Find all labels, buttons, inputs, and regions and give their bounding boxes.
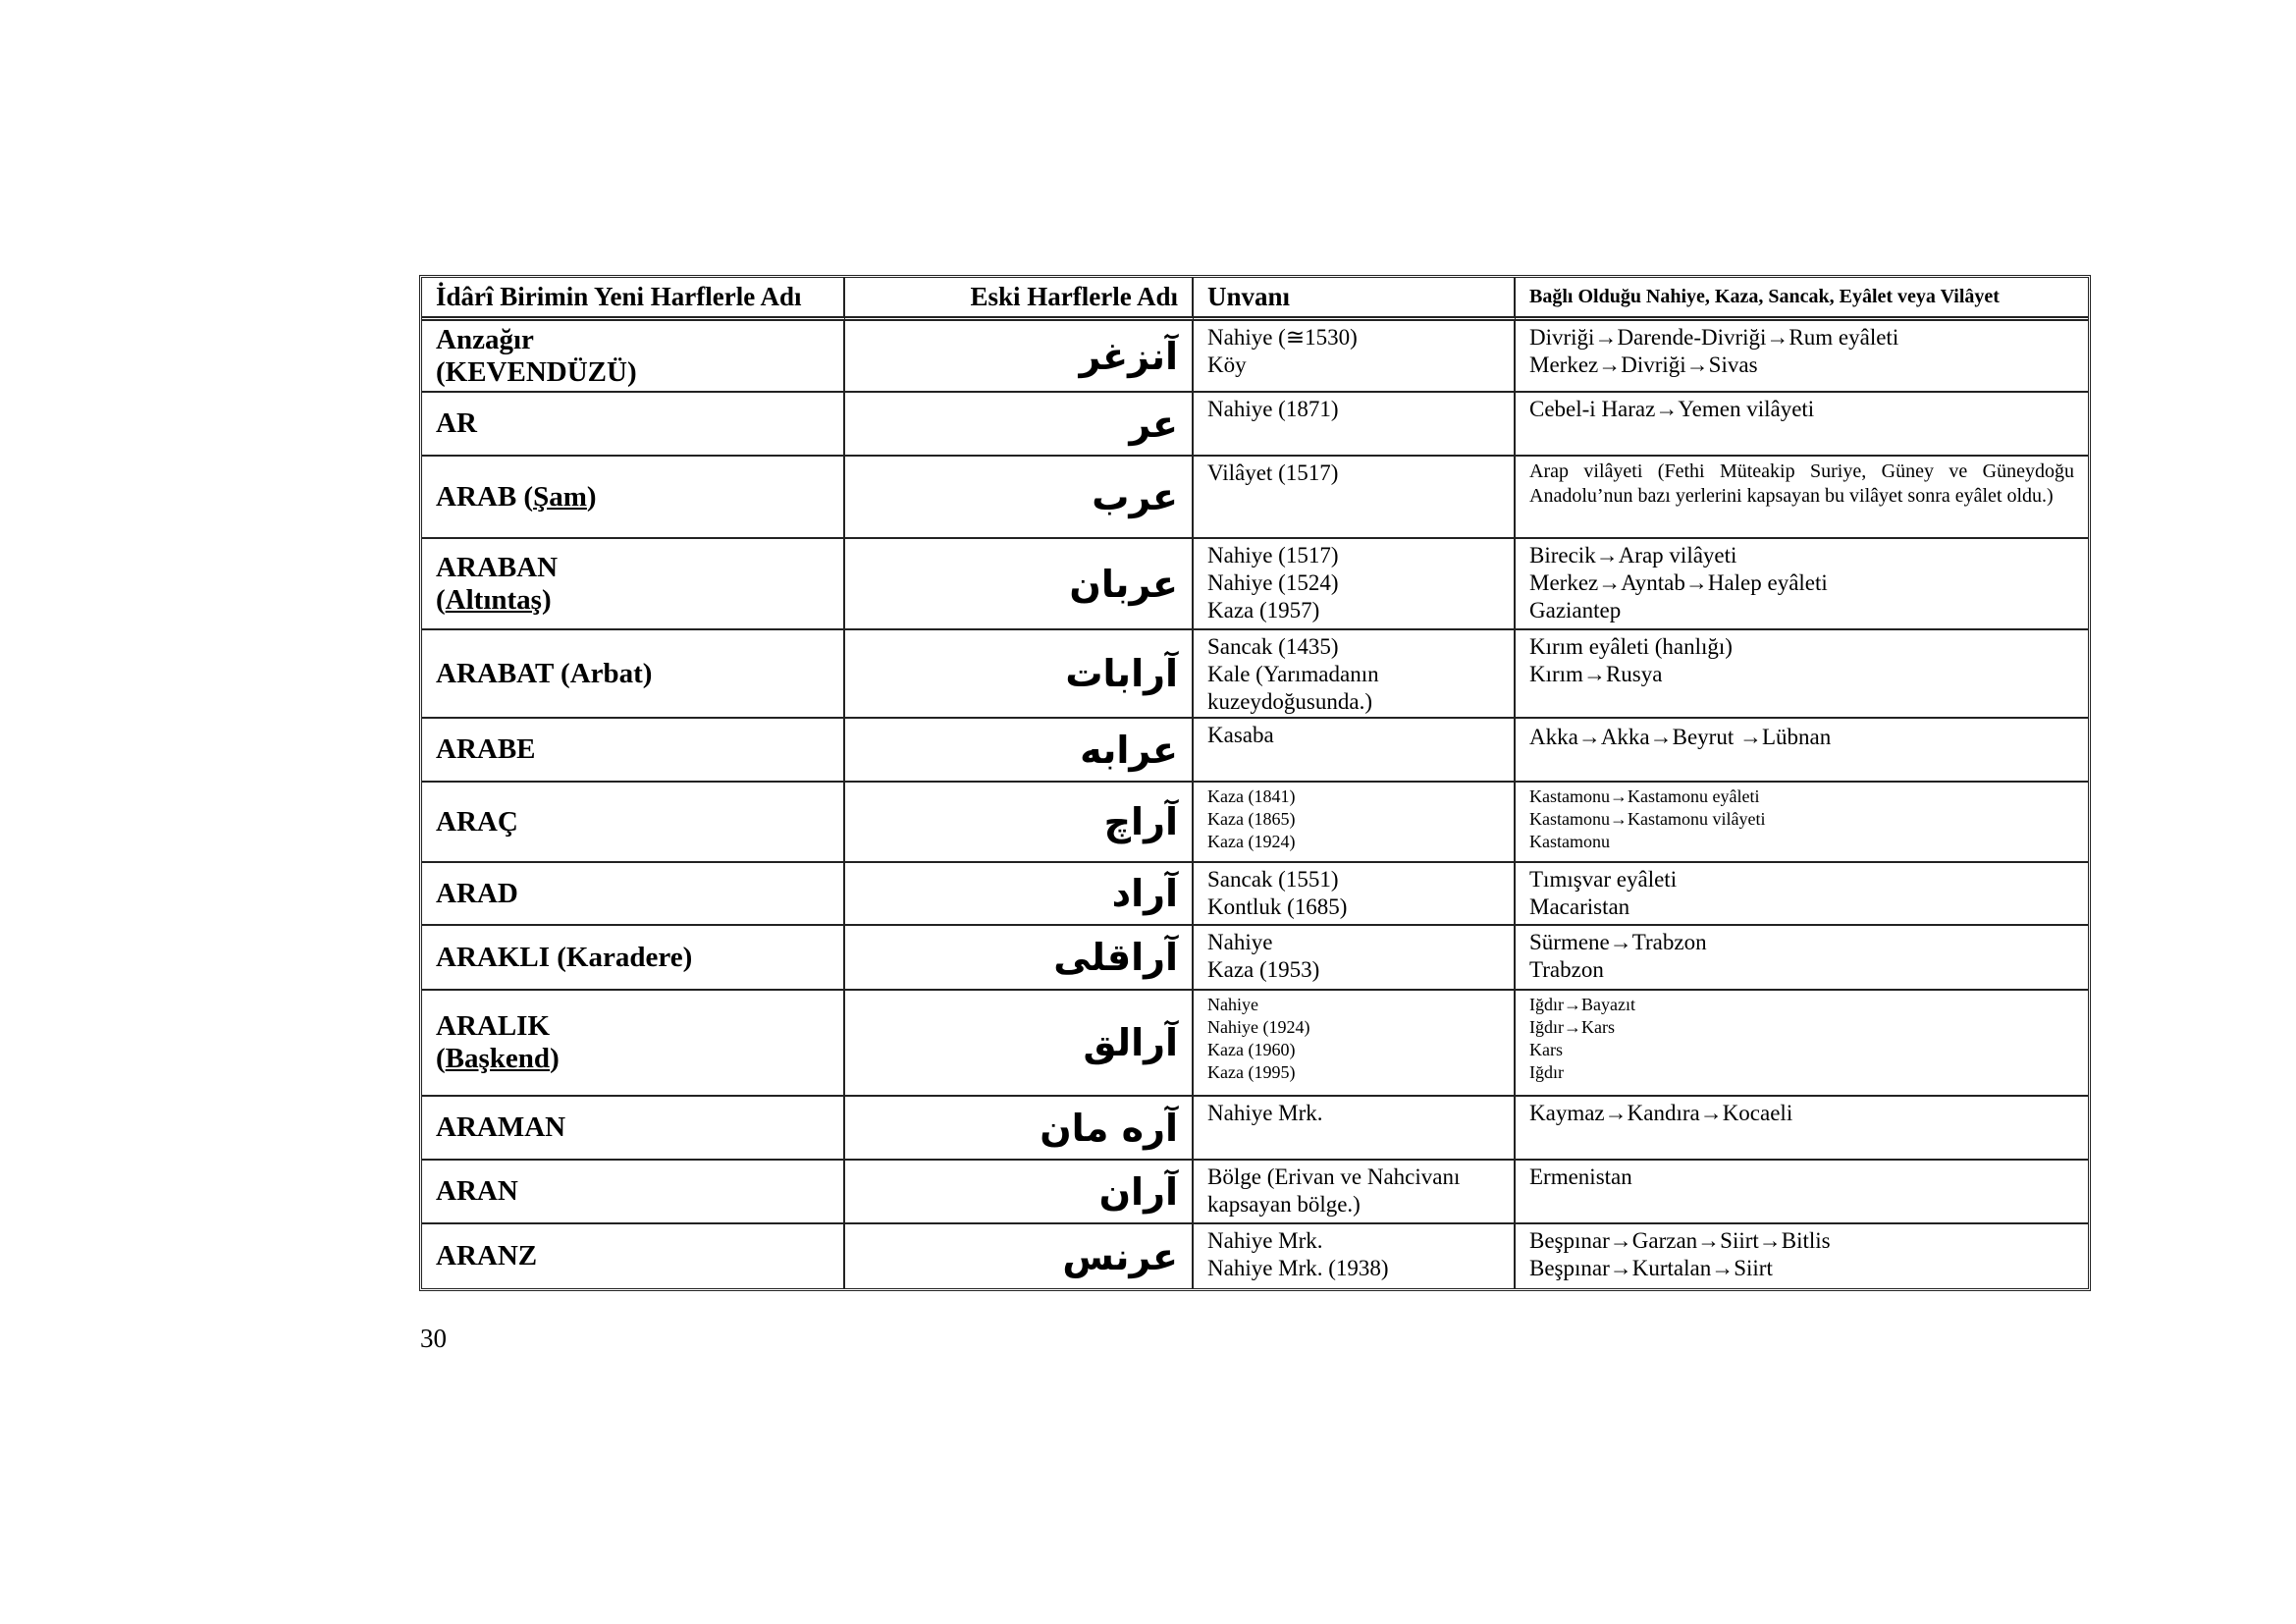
title-line: Kasaba	[1207, 723, 1274, 747]
cell-name	[422, 457, 845, 539]
affiliation-line: Kaymaz→Kandıra→Kocaeli	[1529, 1101, 1793, 1125]
name-modern: Şam	[533, 480, 587, 513]
header-name: İdârî Birimin Yeni Harflerle Adı	[422, 278, 845, 321]
cell-name	[422, 863, 845, 926]
cell-name	[422, 1161, 845, 1224]
title-line: Nahiye	[1207, 995, 1258, 1014]
table-row	[422, 539, 2088, 630]
affiliation-line: Kastamonu→Kastamonu vilâyeti	[1529, 809, 1766, 829]
table-row	[422, 991, 2088, 1097]
name-suffix: )	[550, 1043, 560, 1074]
name-modern: Başkend	[445, 1043, 551, 1074]
title-line: Kaza (1960)	[1207, 1040, 1296, 1059]
cell-old-script: عر	[845, 393, 1194, 457]
title-line: kuzeydoğusunda.)	[1207, 689, 1372, 714]
title-line: Kale (Yarımadanın	[1207, 662, 1379, 686]
cell-affiliation	[1516, 457, 2088, 539]
affiliation-line: Ermenistan	[1529, 1164, 1632, 1189]
table-row	[422, 1161, 2088, 1224]
affiliation-line: Merkez→Divriği→Sivas	[1529, 352, 1758, 377]
cell-old-script: عرنس	[845, 1224, 1194, 1288]
title-line: Kaza (1924)	[1207, 832, 1296, 851]
affiliation-line: Arap vilâyeti (Fethi Müteakip Suriye, Güney ve Güneydoğu Anadolu’nun bazı yerlerini kapsayan bu vilâyet sonra eyâlet oldu.)	[1529, 460, 2074, 507]
cell-affiliation	[1516, 539, 2088, 630]
title-line: Kaza (1953)	[1207, 957, 1320, 982]
affiliation-line: Kastamonu	[1529, 832, 1610, 851]
cell-old-script: آرالق	[845, 991, 1194, 1097]
affiliation-line: Beşpınar→Garzan→Siirt→Bitlis	[1529, 1228, 1831, 1253]
cell-title	[1194, 1097, 1516, 1161]
table-row	[422, 1224, 2088, 1288]
title-line: Köy	[1207, 352, 1247, 377]
table-row	[422, 630, 2088, 719]
affiliation-line: Kırım→Rusya	[1529, 662, 1663, 686]
affiliation-line: Iğdır→Kars	[1529, 1017, 1615, 1037]
name-suffix: )	[586, 480, 597, 513]
header-title: Unvanı	[1194, 278, 1516, 321]
name-line: ARABAT (Arbat)	[436, 657, 653, 689]
cell-title	[1194, 1224, 1516, 1288]
title-line: Nahiye (1517)	[1207, 543, 1339, 568]
name-modern: Altıntaş	[445, 583, 542, 616]
title-line: Sancak (1435)	[1207, 634, 1339, 659]
affiliation-line: Cebel-i Haraz→Yemen vilâyeti	[1529, 397, 1815, 421]
affiliation-line: Kastamonu→Kastamonu eyâleti	[1529, 786, 1760, 806]
header-old-script: Eski Harflerle Adı	[845, 278, 1194, 321]
cell-old-script: عربان	[845, 539, 1194, 630]
cell-affiliation	[1516, 321, 2088, 393]
cell-title	[1194, 630, 1516, 719]
title-line: Nahiye (1871)	[1207, 397, 1339, 421]
cell-title	[1194, 539, 1516, 630]
name-line: ARABAN	[436, 551, 559, 583]
cell-name	[422, 321, 845, 393]
cell-affiliation	[1516, 1097, 2088, 1161]
name-line: (KEVENDÜZÜ)	[436, 355, 637, 388]
cell-old-script: عرابه	[845, 719, 1194, 783]
cell-old-script: آنزغر	[845, 321, 1194, 393]
title-line: Kontluk (1685)	[1207, 894, 1348, 919]
cell-title	[1194, 1161, 1516, 1224]
cell-affiliation	[1516, 863, 2088, 926]
table-header-row	[422, 278, 2088, 321]
affiliation-line: Macaristan	[1529, 894, 1630, 919]
cell-title	[1194, 926, 1516, 991]
cell-title	[1194, 321, 1516, 393]
name-line: ARAMAN	[436, 1111, 566, 1143]
title-line: Sancak (1551)	[1207, 867, 1339, 892]
name-line: ARAÇ	[436, 805, 518, 838]
cell-affiliation	[1516, 1161, 2088, 1224]
title-line: Kaza (1841)	[1207, 786, 1296, 806]
title-line: Nahiye (≅1530)	[1207, 325, 1358, 350]
cell-old-script: آره مان	[845, 1097, 1194, 1161]
name-prefix: ARAB (	[436, 480, 534, 513]
table-row	[422, 926, 2088, 991]
cell-old-script: آران	[845, 1161, 1194, 1224]
title-line: Bölge (Erivan ve Nahcivanı	[1207, 1164, 1461, 1189]
table-row	[422, 783, 2088, 863]
cell-title	[1194, 393, 1516, 457]
affiliation-line: Beşpınar→Kurtalan→Siirt	[1529, 1256, 1773, 1280]
affiliation-line: Gaziantep	[1529, 598, 1622, 623]
name-prefix: (	[436, 1043, 446, 1074]
header-affiliation: Bağlı Olduğu Nahiye, Kaza, Sancak, Eyâlet veya Vilâyet	[1516, 278, 2088, 321]
title-line: Nahiye	[1207, 930, 1273, 954]
affiliation-line: Tımışvar eyâleti	[1529, 867, 1678, 892]
affiliation-line: Sürmene→Trabzon	[1529, 930, 1707, 954]
cell-title	[1194, 783, 1516, 863]
affiliation-line: Iğdır	[1529, 1062, 1564, 1082]
cell-old-script: آراقلى	[845, 926, 1194, 991]
cell-name	[422, 630, 845, 719]
title-line: Nahiye (1924)	[1207, 1017, 1310, 1037]
table-row	[422, 457, 2088, 539]
affiliation-line: Birecik→Arap vilâyeti	[1529, 543, 1737, 568]
cell-title	[1194, 863, 1516, 926]
cell-name	[422, 393, 845, 457]
affiliation-line: Kars	[1529, 1040, 1563, 1059]
table-row	[422, 321, 2088, 393]
cell-affiliation	[1516, 393, 2088, 457]
name-line: ARABE	[436, 733, 536, 765]
cell-title	[1194, 457, 1516, 539]
cell-name	[422, 719, 845, 783]
name-line: AR	[436, 407, 477, 439]
affiliation-line: Akka→Akka→Beyrut →Lübnan	[1529, 725, 1832, 749]
name-line: ARALIK	[436, 1010, 551, 1042]
name-line: ARAD	[436, 877, 518, 909]
cell-old-script: عرب	[845, 457, 1194, 539]
cell-title	[1194, 719, 1516, 783]
name-prefix: (	[436, 583, 446, 616]
cell-title	[1194, 991, 1516, 1097]
name-suffix: )	[541, 583, 552, 616]
name-line: ARAN	[436, 1175, 518, 1207]
affiliation-line: Merkez→Ayntab→Halep eyâleti	[1529, 570, 1828, 595]
table-row	[422, 719, 2088, 783]
affiliation-line: Iğdır→Bayazıt	[1529, 995, 1635, 1014]
table-row	[422, 393, 2088, 457]
cell-affiliation	[1516, 926, 2088, 991]
cell-name	[422, 1097, 845, 1161]
table-row	[422, 1097, 2088, 1161]
cell-name	[422, 539, 845, 630]
cell-name	[422, 783, 845, 863]
title-line: Kaza (1865)	[1207, 809, 1296, 829]
title-line: Nahiye (1524)	[1207, 570, 1339, 595]
cell-affiliation	[1516, 991, 2088, 1097]
affiliation-line: Trabzon	[1529, 957, 1604, 982]
title-line: Kaza (1957)	[1207, 598, 1320, 623]
cell-old-script: آراچ	[845, 783, 1194, 863]
title-line: kapsayan bölge.)	[1207, 1192, 1361, 1217]
cell-affiliation	[1516, 719, 2088, 783]
cell-name	[422, 926, 845, 991]
affiliation-line: Divriği→Darende-Divriği→Rum eyâleti	[1529, 325, 1899, 350]
page-number: 30	[420, 1324, 447, 1353]
cell-name	[422, 1224, 845, 1288]
cell-old-script: آراد	[845, 863, 1194, 926]
cell-old-script: آرابات	[845, 630, 1194, 719]
cell-affiliation	[1516, 783, 2088, 863]
title-line: Vilâyet (1517)	[1207, 460, 1339, 485]
affiliation-line: Kırım eyâleti (hanlığı)	[1529, 634, 1733, 659]
name-line: ARAKLI (Karadere)	[436, 941, 693, 973]
cell-affiliation	[1516, 630, 2088, 719]
gazetteer-table	[419, 275, 2091, 1291]
table-row	[422, 863, 2088, 926]
cell-affiliation	[1516, 1224, 2088, 1288]
name-line: ARANZ	[436, 1240, 538, 1272]
title-line: Nahiye Mrk.	[1207, 1228, 1323, 1253]
name-line: Anzağır	[436, 323, 534, 355]
title-line: Nahiye Mrk. (1938)	[1207, 1256, 1389, 1280]
title-line: Kaza (1995)	[1207, 1062, 1296, 1082]
title-line: Nahiye Mrk.	[1207, 1101, 1323, 1125]
cell-name	[422, 991, 845, 1097]
